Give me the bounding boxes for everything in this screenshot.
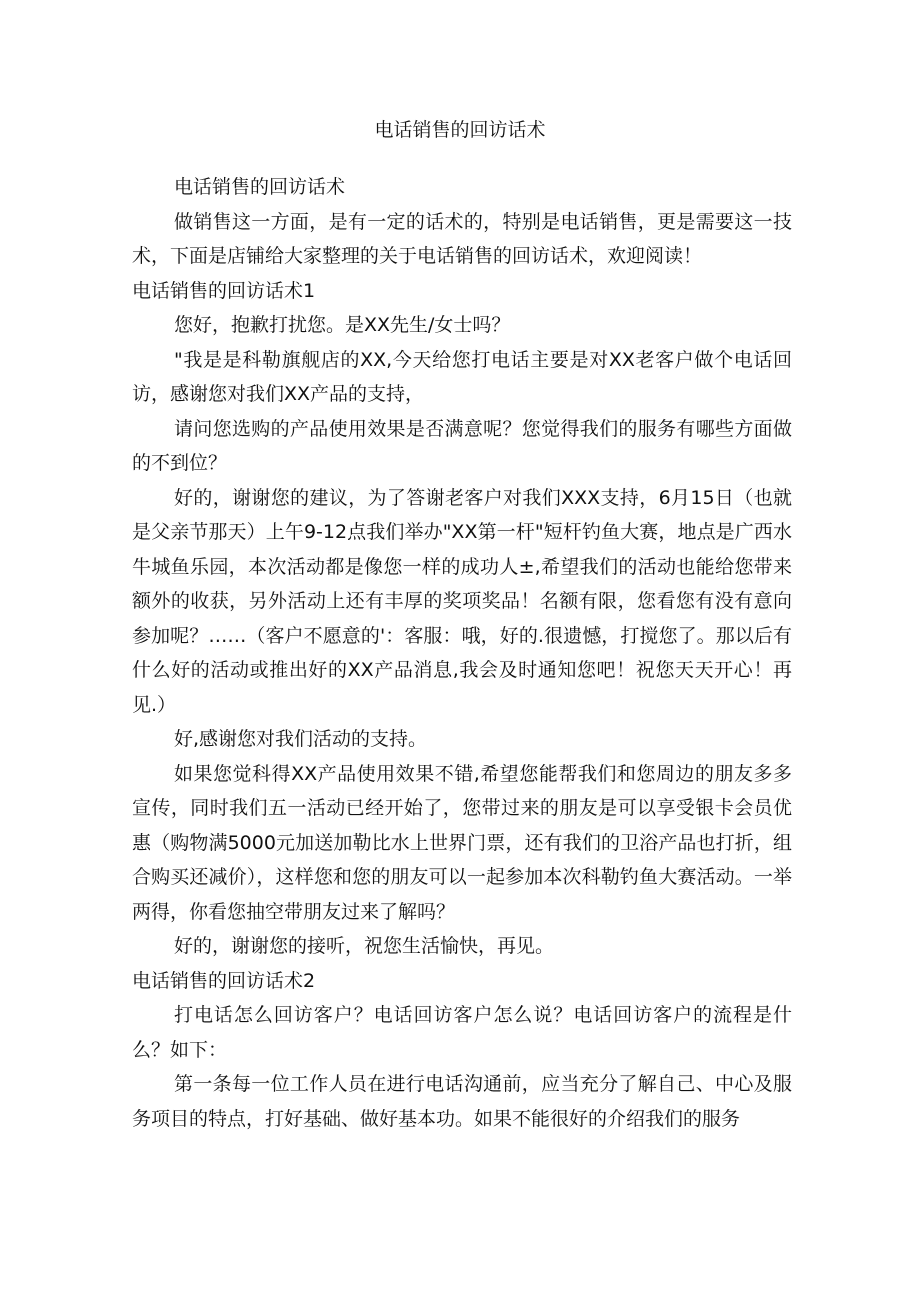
section-heading-1: 电话销售的回访话术1 bbox=[132, 279, 316, 302]
script-paragraph: 您好，抱歉打扰您。是XX先生/女士吗？ bbox=[174, 314, 511, 336]
body-paragraph: 打电话怎么回访客户？电话回访客户怎么说？电话回访客户的流程是什么？如下： bbox=[132, 1004, 792, 1061]
section-heading-2: 电话销售的回访话术2 bbox=[132, 969, 316, 992]
body-paragraph: 第一条每一位工作人员在进行电话沟通前，应当充分了解自己、中心及服务项目的特点，打好基础、做好基本功。如果不能很好的介绍我们的服务 bbox=[132, 1073, 792, 1130]
script-paragraph: 好的，谢谢您的建议，为了答谢老客户对我们XXX支持，6月15日（也就是父亲节那天）上午9-12点我们举办"XX第一杆"短杆钓鱼大赛，地点是广西水牛城鱼乐园，本次活动都是像您一样的成功人±,希望我们的活动也能给您带来额外的收获，另外活动上还有丰厚的奖项奖品！名额有限，您看您有没有意向参加呢？……（客户不愿意的'：客服：哦，好的.很遗憾，打搅您了。那以后有什么好的活动或推出好的XX产品消息,我会及时通知您吧！祝您天天开心！再见.） bbox=[132, 486, 792, 716]
intro-heading-paragraph: 电话销售的回访话术 bbox=[174, 176, 346, 198]
script-paragraph: "我是是科勒旗舰店的XX,今天给您打电话主要是对XX老客户做个电话回访，感谢您对我们XX产品的支持， bbox=[132, 348, 792, 405]
script-paragraph: 好,感谢您对我们活动的支持。 bbox=[174, 728, 428, 750]
script-paragraph: 如果您觉科得XX产品使用效果不错,希望您能帮我们和您周边的朋友多多宣传，同时我们五一活动已经开始了，您带过来的朋友是可以享受银卡会员优惠（购物满5000元加送加勒比水上世界门票，还有我们的卫浴产品也打折，组合购买还减价），这样您和您的朋友可以一起参加本次科勒钓鱼大赛活动。一举两得，你看您抽空带朋友过来了解吗？ bbox=[132, 762, 792, 923]
document-title: 电话销售的回访话术 bbox=[374, 119, 546, 141]
document-body bbox=[132, 170, 792, 1136]
script-paragraph: 好的，谢谢您的接听，祝您生活愉快，再见。 bbox=[174, 935, 555, 957]
intro-paragraph: 做销售这一方面，是有一定的话术的，特别是电话销售，更是需要这一技术，下面是店铺给大家整理的关于电话销售的回访话术，欢迎阅读！ bbox=[132, 210, 792, 267]
script-paragraph: 请问您选购的产品使用效果是否满意呢？您觉得我们的服务有哪些方面做的不到位？ bbox=[132, 417, 792, 474]
